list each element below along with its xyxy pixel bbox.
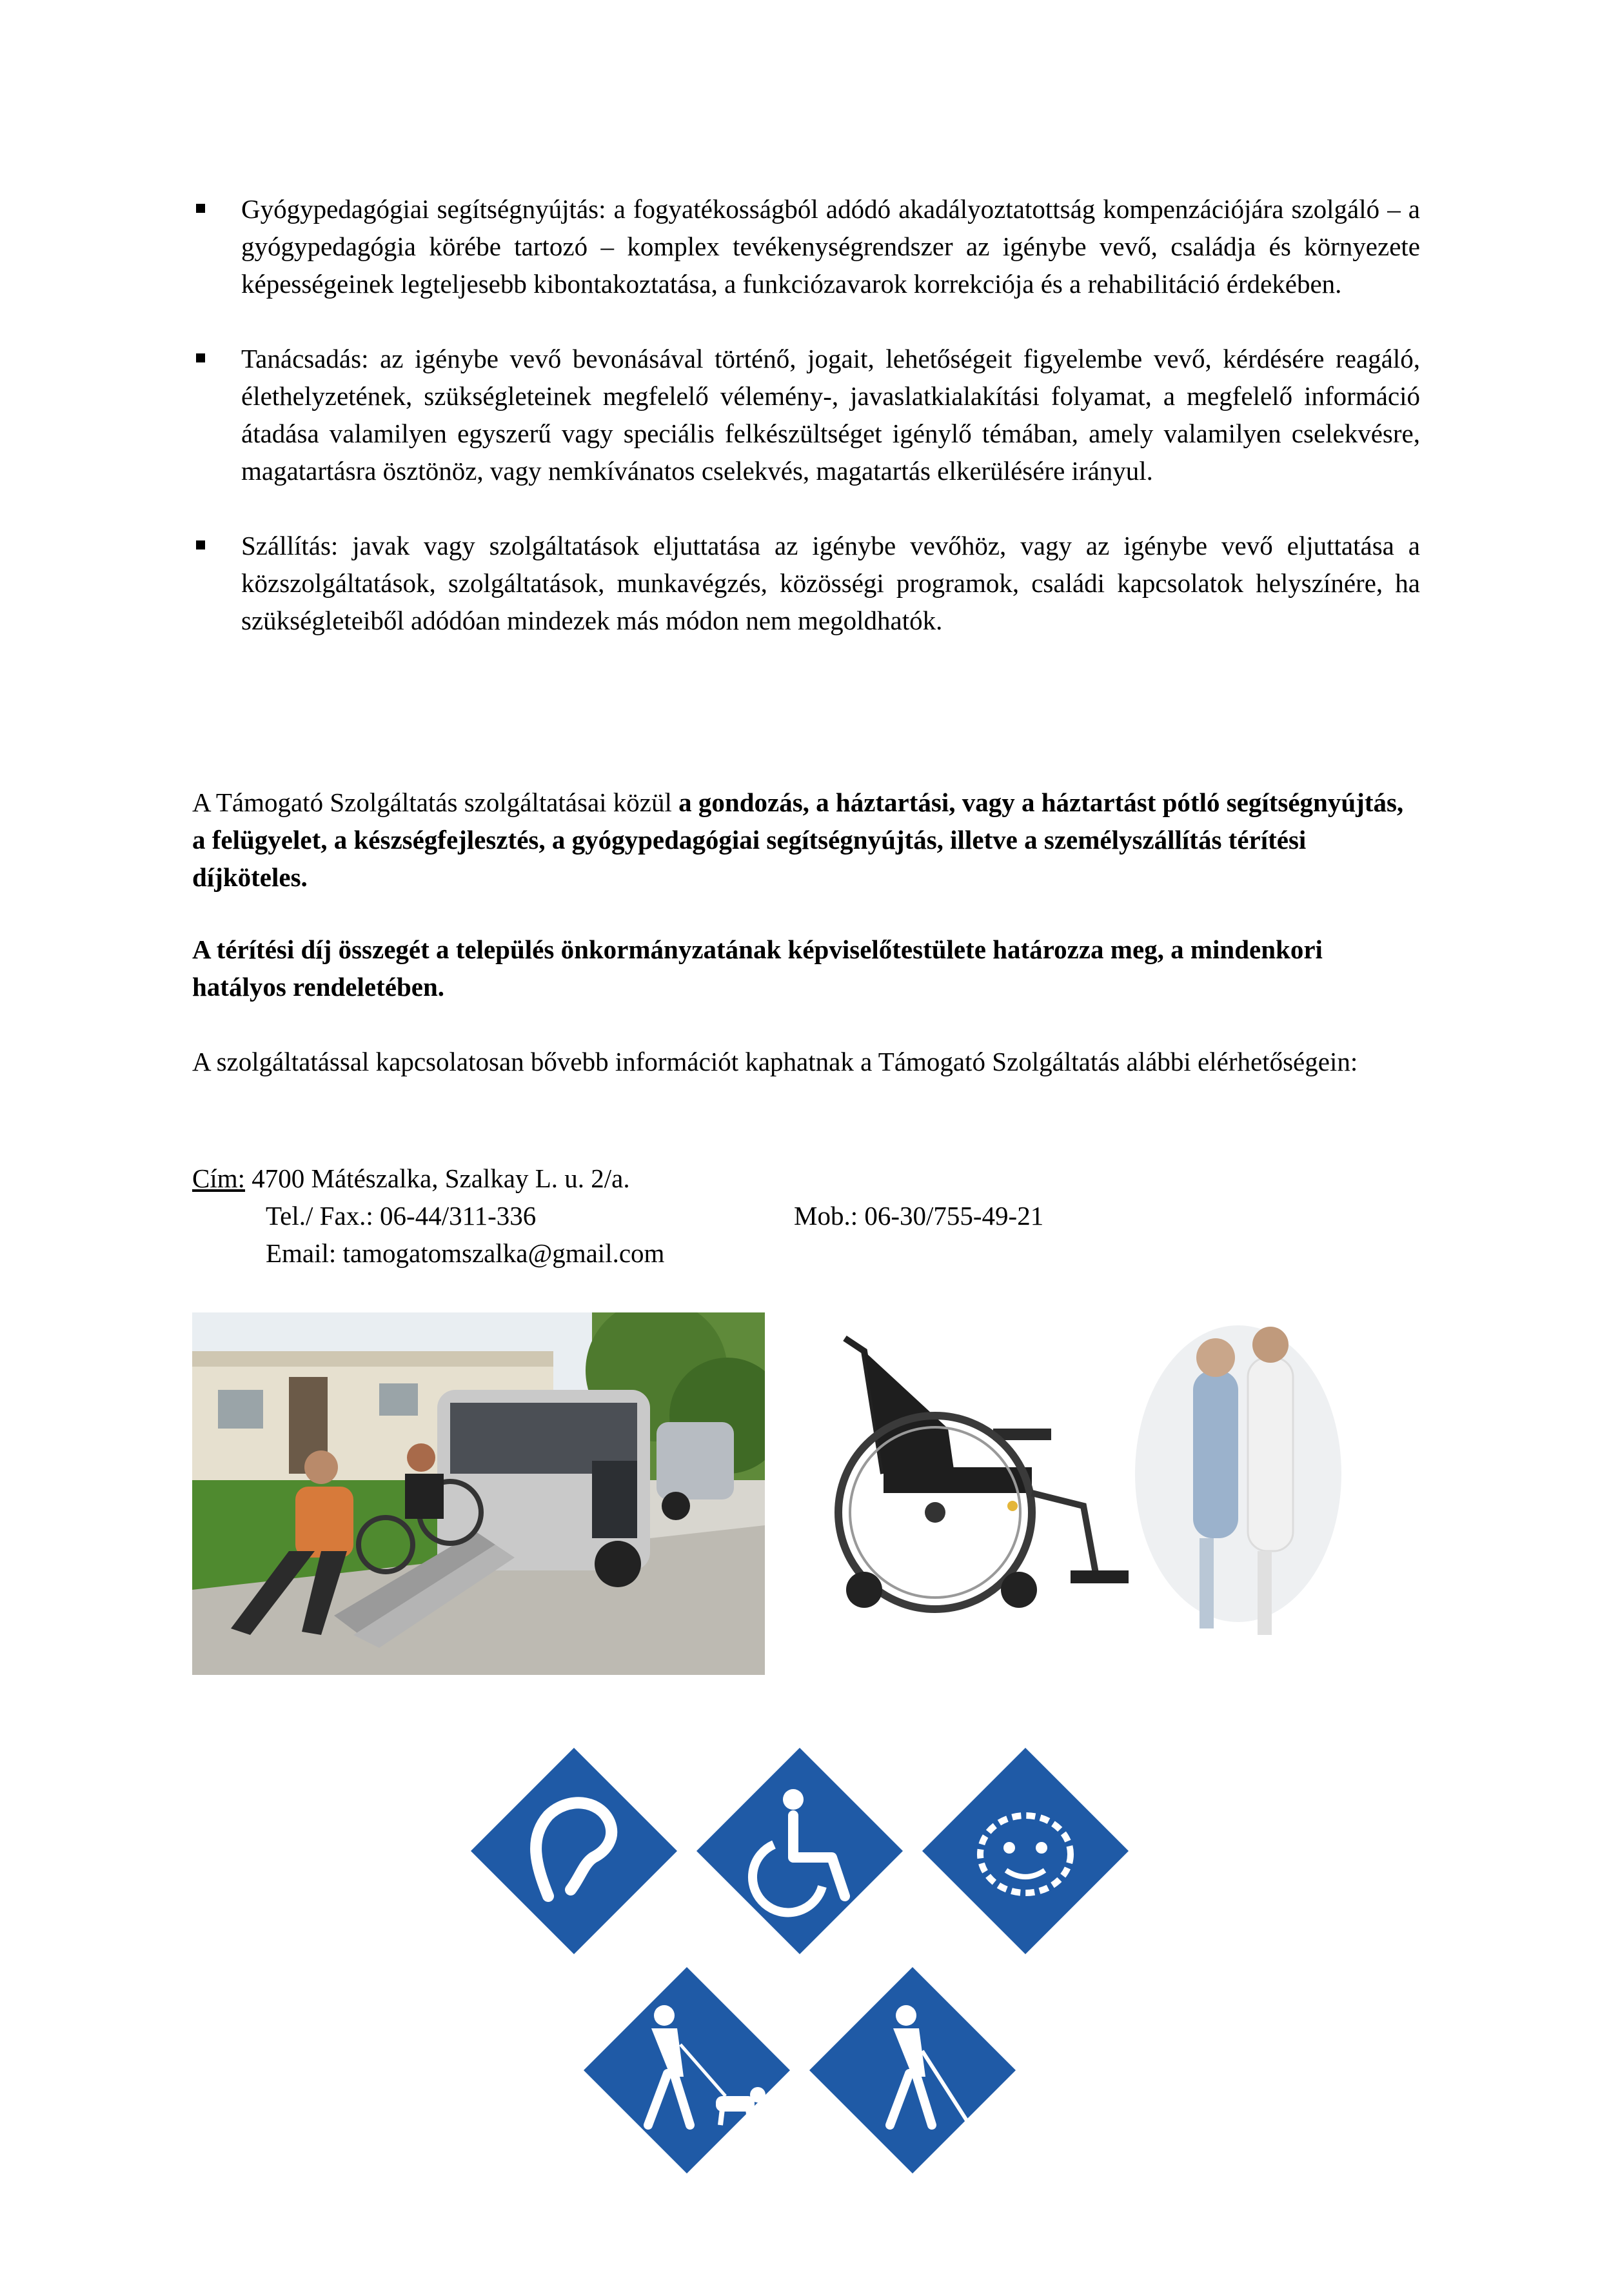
mobile-text: Mob.: 06-30/755-49-21 — [794, 1201, 1044, 1231]
square-bullet-icon — [196, 204, 205, 213]
address-label: Cím: — [192, 1163, 246, 1193]
list-item — [192, 190, 1420, 302]
phone-text: Tel./ Fax.: 06-44/311-336 — [266, 1201, 537, 1231]
hearing-sign-icon — [461, 1738, 687, 1964]
square-bullet-icon — [196, 540, 205, 549]
white-cane-sign-icon — [800, 1957, 1025, 2183]
wheelchair-photo — [787, 1312, 1374, 1650]
address-text: 4700 Mátészalka, Szalkay L. u. 2/a. — [252, 1163, 630, 1193]
contact-block — [192, 1160, 1420, 1272]
bullet-text: javak vagy szolgáltatások eljuttatása az igénybe vevőhöz, vagy az igénybe vevő eljuttatása a közszolgáltatások, szolgáltatások, munkavégzés, közösségi programok, családi kapcsolatok helyszínére, ha szükségleteiből adódóan mindezek más módon nem megoldhatók. — [241, 531, 1421, 635]
guide-dog-sign-icon — [574, 1957, 800, 2183]
accessibility-signs — [445, 1728, 1212, 2296]
info-paragraph: A szolgáltatással kapcsolatosan bővebb információt kaphatnak a Támogató Szolgáltatás alábbi elérhetőségein: — [192, 1047, 1358, 1076]
fee-intro: A Támogató Szolgáltatás szolgáltatásai közül — [192, 787, 679, 817]
fee-amount-paragraph: A térítési díj összegét a település önkormányzatának képviselőtestülete határozza meg, a mindenkori hatályos rendeletében. — [192, 935, 1323, 1002]
face-sign-icon — [913, 1738, 1138, 1964]
bullet-label: Tanácsadás: — [241, 344, 369, 373]
bullet-label: Gyógypedagógiai segítségnyújtás: — [241, 194, 606, 224]
fee-services-bold: a gondozás, a háztartási, vagy a háztartást pótló segítségnyújtás, a felügyelet, a készségfejlesztés, a gyógypedagógiai segítségnyújtás, illetve a személyszállítás térítési díjköteles. — [192, 787, 1404, 892]
list-item — [192, 527, 1420, 639]
bullet-label: Szállítás: — [241, 531, 339, 560]
list-item — [192, 340, 1420, 490]
wheelchair-sign-icon — [687, 1738, 913, 1964]
bullet-text: az igénybe vevő bevonásával történő, jogait, lehetőségeit figyelembe vevő, kérdésére reagáló, élethelyzetének, szükségleteinek megfelelő vélemény-, javaslatkialakítási folyamat, a megfelelő információ átadása valamilyen egyszerű vagy speciális felkészültséget igénylő témában, amely valamilyen cselekvésre, magatartásra ösztönöz, vagy nemkívánatos cselekvés, magatartás elkerülésére irányul. — [241, 344, 1420, 486]
van-ramp-photo — [192, 1312, 765, 1675]
fee-services-paragraph — [192, 784, 1420, 896]
email-text: Email: tamogatomszalka@gmail.com — [266, 1238, 665, 1268]
bullet-text: a fogyatékosságból adódó akadályoztatottság kompenzációjára szolgáló – a gyógypedagógia körébe tartozó – komplex tevékenységrendszer az igénybe vevő, családja és környezete képességeinek legteljesebb kibontakoztatása, a funkciózavarok korrekciója és a rehabilitáció érdekében. — [241, 194, 1421, 299]
service-definitions-list — [192, 190, 1420, 677]
square-bullet-icon — [196, 353, 205, 362]
